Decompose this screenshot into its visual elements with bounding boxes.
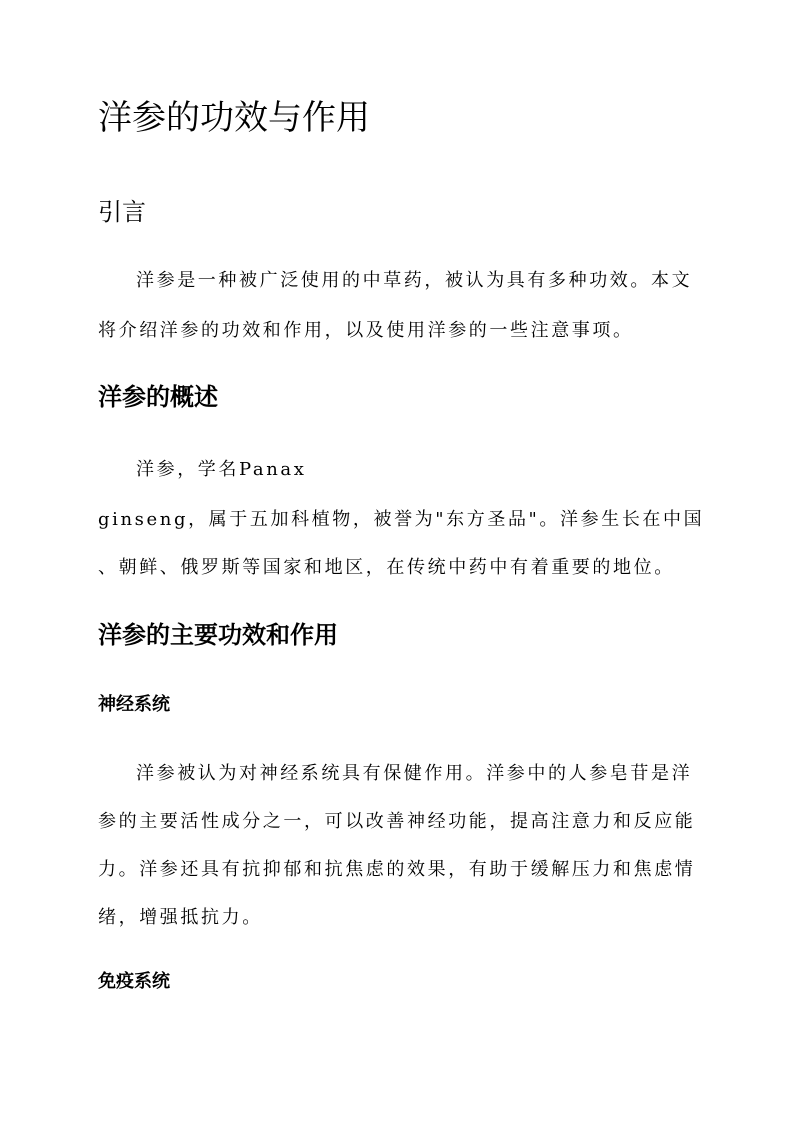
section-heading-intro: 引言 bbox=[98, 198, 146, 226]
paragraph-line: 洋参是一种被广泛使用的中草药，被认为具有多种功效。本文 bbox=[136, 270, 693, 291]
document-title: 洋参的功效与作用 bbox=[98, 98, 370, 138]
paragraph-line: 洋参，学名Panax bbox=[136, 459, 307, 480]
subsection-heading-immune: 免疫系统 bbox=[98, 971, 170, 992]
section-heading-effects: 洋参的主要功效和作用 bbox=[98, 620, 338, 649]
paragraph-line: 将介绍洋参的功效和作用，以及使用洋参的一些注意事项。 bbox=[98, 320, 634, 341]
paragraph-line: ginseng，属于五加科植物，被誉为"东方圣品"。洋参生长在中国 bbox=[98, 509, 705, 530]
subsection-heading-nervous: 神经系统 bbox=[98, 694, 170, 715]
paragraph-line: 力。洋参还具有抗抑郁和抗焦虑的效果，有助于缓解压力和焦虑情 bbox=[98, 859, 696, 880]
paragraph-line: 绪，增强抵抗力。 bbox=[98, 907, 263, 928]
section-heading-overview: 洋参的概述 bbox=[98, 382, 218, 411]
paragraph-line: 、朝鲜、俄罗斯等国家和地区，在传统中药中有着重要的地位。 bbox=[98, 557, 675, 578]
paragraph-line: 洋参被认为对神经系统具有保健作用。洋参中的人参皂苷是洋 bbox=[136, 763, 693, 784]
paragraph-line: 参的主要活性成分之一，可以改善神经功能，提高注意力和反应能 bbox=[98, 811, 696, 832]
